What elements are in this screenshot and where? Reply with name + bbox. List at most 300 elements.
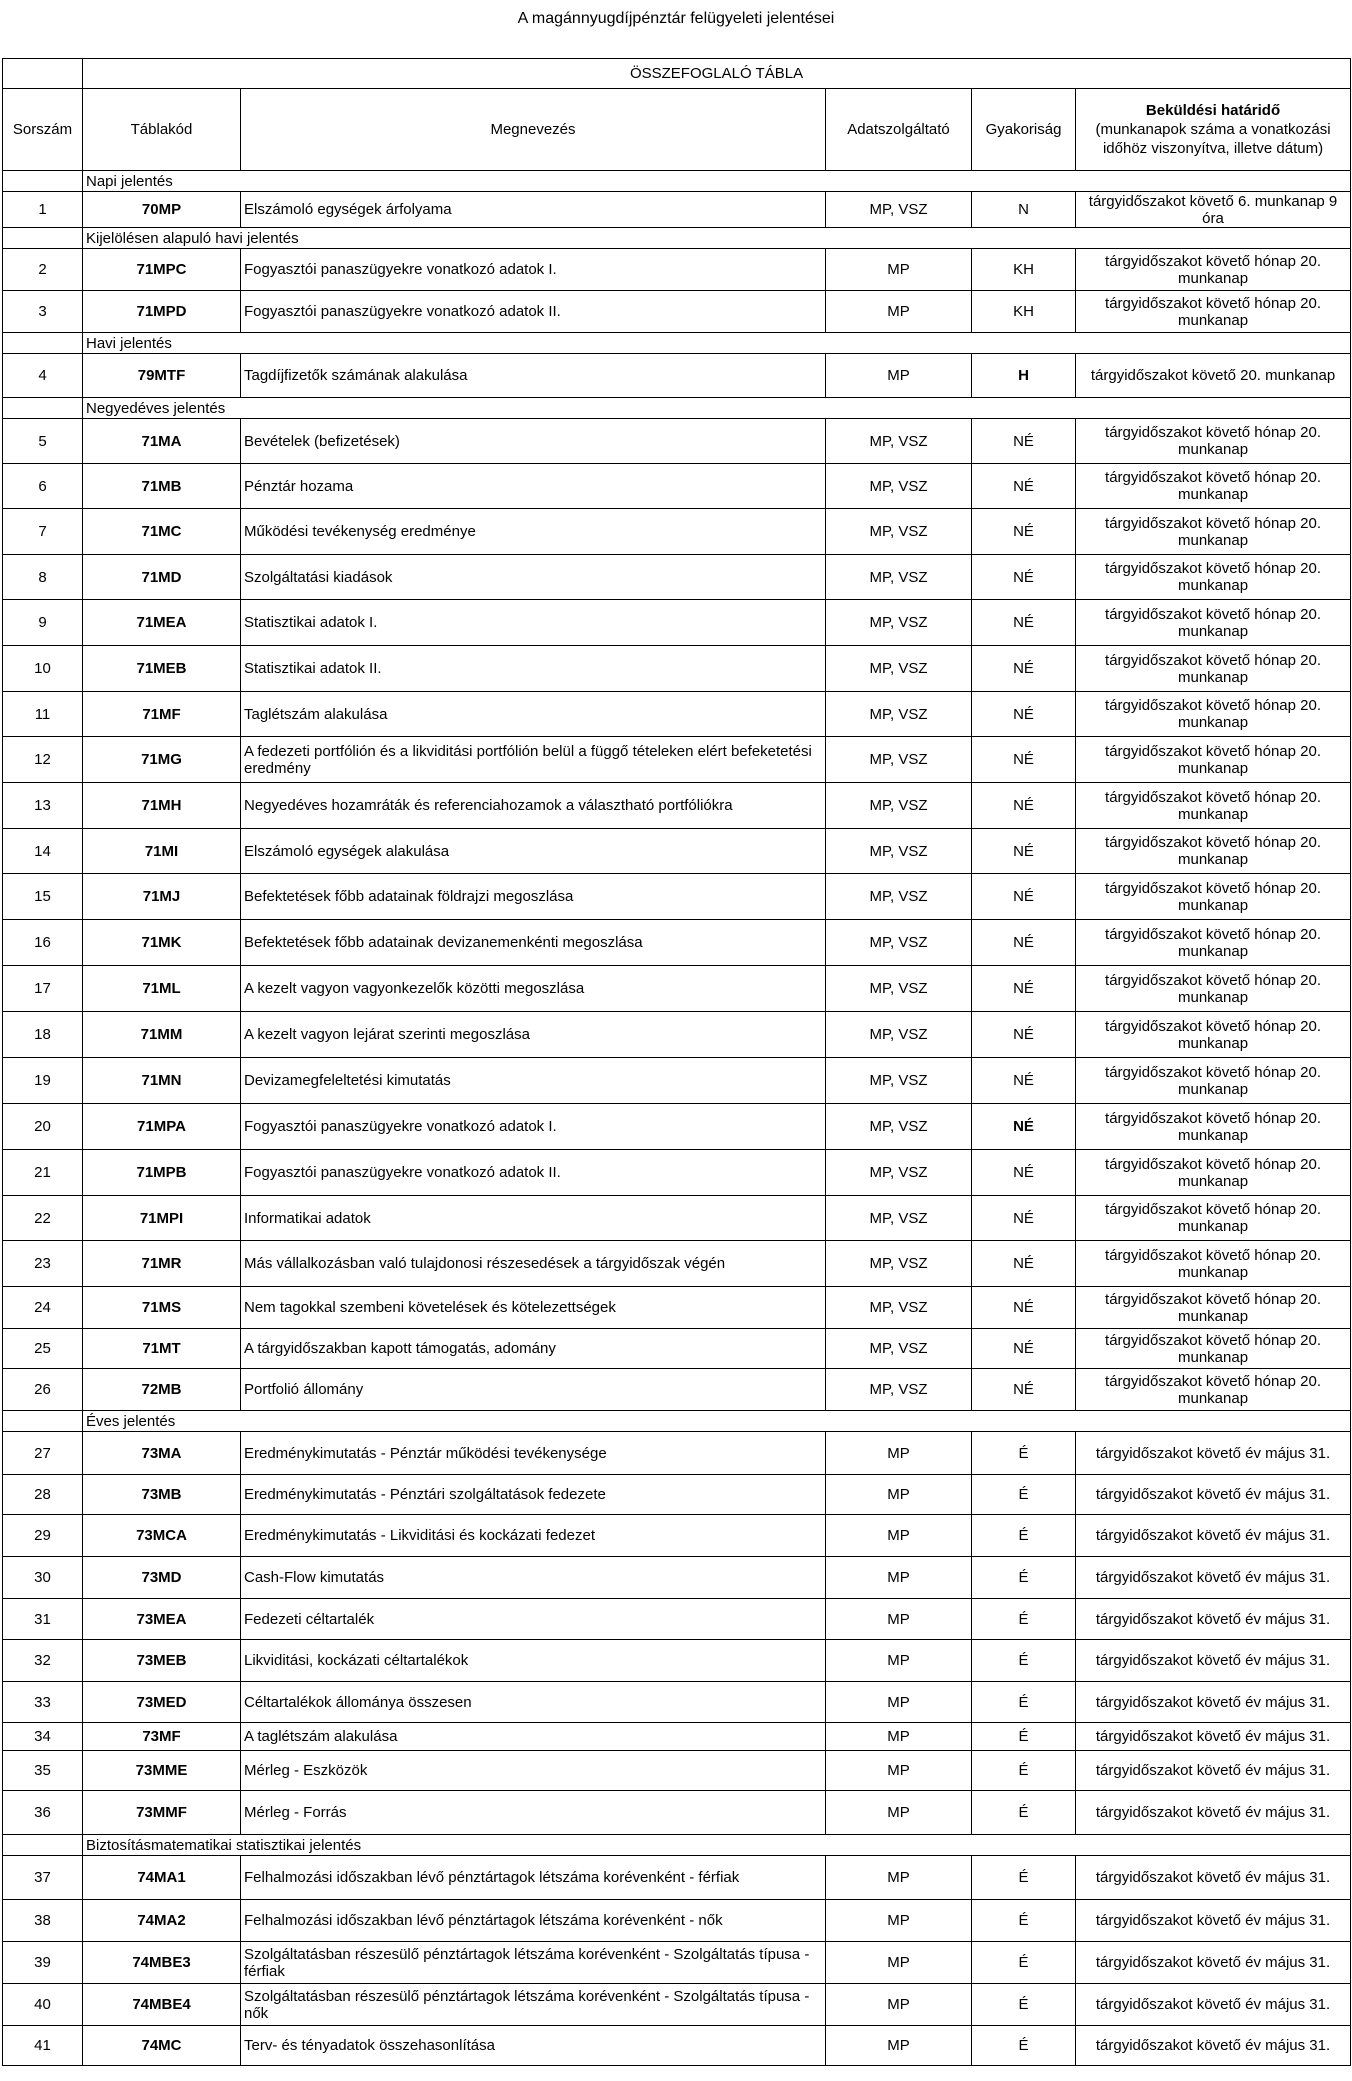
row-deadline: tárgyidőszakot követő év május 31. [1076, 1791, 1351, 1835]
row-number: 15 [3, 874, 83, 920]
row-provider: MP, VSZ [826, 783, 972, 829]
row-deadline: tárgyidőszakot követő hónap 20. munkanap [1076, 464, 1351, 509]
row-name: Portfolió állomány [241, 1369, 826, 1411]
table-row [3, 920, 1351, 966]
row-number: 14 [3, 829, 83, 874]
table-row [3, 1058, 1351, 1104]
row-frequency: NÉ [972, 600, 1076, 646]
row-provider: MP, VSZ [826, 829, 972, 874]
row-deadline: tárgyidőszakot követő hónap 20. munkanap [1076, 920, 1351, 966]
section-label: Éves jelentés [83, 1411, 1351, 1432]
section-empty-cell [3, 398, 83, 419]
table-row [3, 1942, 1351, 1984]
row-provider: MP, VSZ [826, 737, 972, 783]
row-provider: MP, VSZ [826, 192, 972, 228]
header-bekuldesi-title: Beküldési határidő [1145, 102, 1281, 119]
row-frequency: É [972, 1791, 1076, 1835]
row-name: Bevételek (befizetések) [241, 419, 826, 464]
table-row [3, 874, 1351, 920]
row-code: 73MB [83, 1475, 241, 1515]
row-deadline: tárgyidőszakot követő hónap 20. munkanap [1076, 600, 1351, 646]
row-provider: MP [826, 1791, 972, 1835]
table-row [3, 1104, 1351, 1150]
corner-cell [3, 59, 83, 89]
row-number: 31 [3, 1599, 83, 1640]
row-frequency: É [972, 1723, 1076, 1751]
row-name: Működési tevékenység eredménye [241, 509, 826, 555]
row-frequency: NÉ [972, 829, 1076, 874]
section-empty-cell [3, 1835, 83, 1856]
row-code: 73MMF [83, 1791, 241, 1835]
table-row [3, 1856, 1351, 1900]
row-deadline: tárgyidőszakot követő év május 31. [1076, 2026, 1351, 2066]
row-code: 71MR [83, 1241, 241, 1287]
row-frequency: NÉ [972, 1241, 1076, 1287]
row-name: Fogyasztói panaszügyekre vonatkozó adatok I. [241, 249, 826, 291]
row-name: Devizamegfeleltetési kimutatás [241, 1058, 826, 1104]
row-name: Elszámoló egységek alakulása [241, 829, 826, 874]
section-row [3, 1835, 1351, 1856]
row-deadline: tárgyidőszakot követő hónap 20. munkanap [1076, 1329, 1351, 1369]
row-provider: MP, VSZ [826, 1241, 972, 1287]
row-number: 8 [3, 555, 83, 600]
row-name: Fogyasztói panaszügyekre vonatkozó adatok II. [241, 1150, 826, 1196]
row-frequency: NÉ [972, 692, 1076, 737]
row-deadline: tárgyidőszakot követő év május 31. [1076, 1515, 1351, 1557]
row-code: 71MA [83, 419, 241, 464]
row-frequency: NÉ [972, 1150, 1076, 1196]
row-code: 71MK [83, 920, 241, 966]
row-provider: MP, VSZ [826, 646, 972, 692]
row-number: 11 [3, 692, 83, 737]
row-number: 35 [3, 1751, 83, 1791]
row-frequency: KH [972, 291, 1076, 333]
table-row [3, 646, 1351, 692]
row-provider: MP [826, 1682, 972, 1723]
row-deadline: tárgyidőszakot követő év május 31. [1076, 1900, 1351, 1942]
section-empty-cell [3, 1411, 83, 1432]
row-code: 71MPI [83, 1196, 241, 1241]
row-provider: MP [826, 1751, 972, 1791]
row-frequency: NÉ [972, 1058, 1076, 1104]
row-name: Nem tagokkal szembeni követelések és kötelezettségek [241, 1287, 826, 1329]
row-provider: MP [826, 354, 972, 398]
section-row [3, 228, 1351, 249]
table-row [3, 1984, 1351, 2026]
row-name: Fogyasztói panaszügyekre vonatkozó adatok II. [241, 291, 826, 333]
row-deadline: tárgyidőszakot követő 6. munkanap 9 óra [1076, 192, 1351, 228]
row-name: Pénztár hozama [241, 464, 826, 509]
table-row [3, 692, 1351, 737]
row-deadline: tárgyidőszakot követő hónap 20. munkanap [1076, 1369, 1351, 1411]
row-provider: MP, VSZ [826, 1012, 972, 1058]
row-code: 74MBE3 [83, 1942, 241, 1984]
row-number: 7 [3, 509, 83, 555]
row-frequency: NÉ [972, 737, 1076, 783]
row-name: Mérleg - Eszközök [241, 1751, 826, 1791]
row-frequency: É [972, 1942, 1076, 1984]
row-deadline: tárgyidőszakot követő hónap 20. munkanap [1076, 1150, 1351, 1196]
row-frequency: É [972, 1599, 1076, 1640]
table-row [3, 464, 1351, 509]
row-number: 1 [3, 192, 83, 228]
row-deadline: tárgyidőszakot követő hónap 20. munkanap [1076, 1104, 1351, 1150]
row-deadline: tárgyidőszakot követő év május 31. [1076, 1432, 1351, 1475]
table-row [3, 1432, 1351, 1475]
row-frequency: É [972, 1640, 1076, 1682]
row-name: A kezelt vagyon vagyonkezelők közötti megoszlása [241, 966, 826, 1012]
row-frequency: NÉ [972, 555, 1076, 600]
row-name: Befektetések főbb adatainak földrajzi megoszlása [241, 874, 826, 920]
row-code: 71MPC [83, 249, 241, 291]
row-deadline: tárgyidőszakot követő hónap 20. munkanap [1076, 1058, 1351, 1104]
row-deadline: tárgyidőszakot követő év május 31. [1076, 1984, 1351, 2026]
row-deadline: tárgyidőszakot követő hónap 20. munkanap [1076, 692, 1351, 737]
row-provider: MP, VSZ [826, 1369, 972, 1411]
row-deadline: tárgyidőszakot követő hónap 20. munkanap [1076, 646, 1351, 692]
row-provider: MP, VSZ [826, 1150, 972, 1196]
table-row [3, 1012, 1351, 1058]
header-gyakorisag: Gyakoriság [972, 89, 1076, 171]
row-number: 5 [3, 419, 83, 464]
row-name: Taglétszám alakulása [241, 692, 826, 737]
row-provider: MP, VSZ [826, 1104, 972, 1150]
row-name: Mérleg - Forrás [241, 1791, 826, 1835]
row-number: 25 [3, 1329, 83, 1369]
row-frequency: NÉ [972, 966, 1076, 1012]
row-deadline: tárgyidőszakot követő év május 31. [1076, 1475, 1351, 1515]
table-row [3, 1723, 1351, 1751]
section-label: Kijelölésen alapuló havi jelentés [83, 228, 1351, 249]
row-name: Felhalmozási időszakban lévő pénztártagok létszáma korévenként - nők [241, 1900, 826, 1942]
header-tablakod: Táblakód [83, 89, 241, 171]
row-deadline: tárgyidőszakot követő év május 31. [1076, 1942, 1351, 1984]
row-frequency: H [972, 354, 1076, 398]
row-provider: MP [826, 1856, 972, 1900]
table-row [3, 2026, 1351, 2066]
row-code: 71MPA [83, 1104, 241, 1150]
row-code: 71MF [83, 692, 241, 737]
table-row [3, 509, 1351, 555]
row-provider: MP, VSZ [826, 1196, 972, 1241]
row-provider: MP, VSZ [826, 1058, 972, 1104]
row-frequency: NÉ [972, 1329, 1076, 1369]
row-frequency: NÉ [972, 646, 1076, 692]
row-code: 73MME [83, 1751, 241, 1791]
row-deadline: tárgyidőszakot követő hónap 20. munkanap [1076, 555, 1351, 600]
table-row [3, 966, 1351, 1012]
header-row [3, 89, 1351, 171]
row-deadline: tárgyidőszakot követő hónap 20. munkanap [1076, 1196, 1351, 1241]
row-provider: MP [826, 1557, 972, 1599]
row-provider: MP [826, 2026, 972, 2066]
table-row [3, 1196, 1351, 1241]
row-name: Szolgáltatásban részesülő pénztártagok létszáma korévenként - Szolgáltatás típusa - férfiak [241, 1942, 826, 1984]
row-provider: MP, VSZ [826, 509, 972, 555]
row-frequency: É [972, 1984, 1076, 2026]
row-deadline: tárgyidőszakot követő év május 31. [1076, 1640, 1351, 1682]
table-row [3, 1791, 1351, 1835]
row-code: 72MB [83, 1369, 241, 1411]
section-label: Havi jelentés [83, 333, 1351, 354]
row-deadline: tárgyidőszakot követő hónap 20. munkanap [1076, 874, 1351, 920]
row-deadline: tárgyidőszakot követő hónap 20. munkanap [1076, 419, 1351, 464]
row-provider: MP, VSZ [826, 692, 972, 737]
row-number: 22 [3, 1196, 83, 1241]
row-provider: MP, VSZ [826, 1329, 972, 1369]
row-provider: MP [826, 249, 972, 291]
row-code: 73MF [83, 1723, 241, 1751]
row-code: 71MC [83, 509, 241, 555]
row-provider: MP [826, 1723, 972, 1751]
row-number: 36 [3, 1791, 83, 1835]
table-row [3, 354, 1351, 398]
row-name: Tagdíjfizetők számának alakulása [241, 354, 826, 398]
row-number: 21 [3, 1150, 83, 1196]
section-row [3, 1411, 1351, 1432]
row-code: 71MG [83, 737, 241, 783]
row-number: 16 [3, 920, 83, 966]
row-provider: MP [826, 1599, 972, 1640]
row-frequency: NÉ [972, 920, 1076, 966]
table-row [3, 1369, 1351, 1411]
row-number: 30 [3, 1557, 83, 1599]
row-code: 71MB [83, 464, 241, 509]
row-provider: MP, VSZ [826, 966, 972, 1012]
table-row [3, 555, 1351, 600]
row-number: 17 [3, 966, 83, 1012]
row-code: 71MI [83, 829, 241, 874]
row-code: 71MT [83, 1329, 241, 1369]
row-number: 29 [3, 1515, 83, 1557]
row-provider: MP, VSZ [826, 464, 972, 509]
row-deadline: tárgyidőszakot követő hónap 20. munkanap [1076, 1012, 1351, 1058]
row-frequency: NÉ [972, 1012, 1076, 1058]
row-name: Fedezeti céltartalék [241, 1599, 826, 1640]
table-row [3, 829, 1351, 874]
table-row [3, 783, 1351, 829]
row-frequency: É [972, 1682, 1076, 1723]
table-row [3, 1329, 1351, 1369]
row-number: 3 [3, 291, 83, 333]
row-deadline: tárgyidőszakot követő év május 31. [1076, 1599, 1351, 1640]
row-code: 74MBE4 [83, 1984, 241, 2026]
section-empty-cell [3, 171, 83, 192]
row-frequency: NÉ [972, 874, 1076, 920]
row-deadline: tárgyidőszakot követő hónap 20. munkanap [1076, 966, 1351, 1012]
row-code: 73MA [83, 1432, 241, 1475]
row-number: 13 [3, 783, 83, 829]
row-provider: MP, VSZ [826, 1287, 972, 1329]
row-name: Szolgáltatásban részesülő pénztártagok létszáma korévenként - Szolgáltatás típusa - nők [241, 1984, 826, 2026]
row-deadline: tárgyidőszakot követő hónap 20. munkanap [1076, 249, 1351, 291]
row-name: Befektetések főbb adatainak devizanemenkénti megoszlása [241, 920, 826, 966]
header-sorszam: Sorszám [3, 89, 83, 171]
row-frequency: NÉ [972, 419, 1076, 464]
row-code: 73MCA [83, 1515, 241, 1557]
row-number: 9 [3, 600, 83, 646]
section-label: Biztosításmatematikai statisztikai jelentés [83, 1835, 1351, 1856]
table-row [3, 192, 1351, 228]
row-number: 39 [3, 1942, 83, 1984]
row-name: Fogyasztói panaszügyekre vonatkozó adatok I. [241, 1104, 826, 1150]
row-deadline: tárgyidőszakot követő év május 31. [1076, 1682, 1351, 1723]
row-provider: MP [826, 1432, 972, 1475]
row-provider: MP, VSZ [826, 600, 972, 646]
header-bekuldesi [1076, 89, 1351, 171]
summary-table [2, 58, 1351, 2066]
row-frequency: NÉ [972, 1287, 1076, 1329]
row-frequency: N [972, 192, 1076, 228]
table-row [3, 1557, 1351, 1599]
table-row [3, 1150, 1351, 1196]
row-provider: MP, VSZ [826, 555, 972, 600]
row-deadline: tárgyidőszakot követő hónap 20. munkanap [1076, 783, 1351, 829]
row-code: 74MA2 [83, 1900, 241, 1942]
row-provider: MP [826, 1900, 972, 1942]
row-frequency: É [972, 1751, 1076, 1791]
table-row [3, 1475, 1351, 1515]
row-code: 70MP [83, 192, 241, 228]
row-name: Eredménykimutatás - Pénztár működési tevékenysége [241, 1432, 826, 1475]
table-row [3, 600, 1351, 646]
row-provider: MP [826, 291, 972, 333]
row-number: 2 [3, 249, 83, 291]
row-code: 71MN [83, 1058, 241, 1104]
section-empty-cell [3, 333, 83, 354]
row-code: 71MD [83, 555, 241, 600]
row-number: 37 [3, 1856, 83, 1900]
row-name: A taglétszám alakulása [241, 1723, 826, 1751]
row-provider: MP, VSZ [826, 874, 972, 920]
row-provider: MP [826, 1640, 972, 1682]
row-frequency: NÉ [972, 1369, 1076, 1411]
row-code: 71ML [83, 966, 241, 1012]
row-number: 24 [3, 1287, 83, 1329]
row-number: 34 [3, 1723, 83, 1751]
row-code: 71MS [83, 1287, 241, 1329]
row-deadline: tárgyidőszakot követő hónap 20. munkanap [1076, 1287, 1351, 1329]
row-name: Eredménykimutatás - Pénztári szolgáltatások fedezete [241, 1475, 826, 1515]
table-row [3, 1287, 1351, 1329]
row-number: 40 [3, 1984, 83, 2026]
row-deadline: tárgyidőszakot követő hónap 20. munkanap [1076, 509, 1351, 555]
row-deadline: tárgyidőszakot követő hónap 20. munkanap [1076, 1241, 1351, 1287]
row-code: 79MTF [83, 354, 241, 398]
table-row [3, 249, 1351, 291]
table-row [3, 737, 1351, 783]
row-number: 18 [3, 1012, 83, 1058]
row-name: Szolgáltatási kiadások [241, 555, 826, 600]
row-code: 73MEB [83, 1640, 241, 1682]
row-number: 10 [3, 646, 83, 692]
row-name: A kezelt vagyon lejárat szerinti megoszlása [241, 1012, 826, 1058]
table-title: ÖSSZEFOGLALÓ TÁBLA [83, 59, 1351, 89]
header-bekuldesi-sub: (munkanapok száma a vonatkozási időhöz viszonyítva, illetve dátum) [1095, 121, 1331, 157]
section-row [3, 333, 1351, 354]
row-deadline: tárgyidőszakot követő év május 31. [1076, 1723, 1351, 1751]
row-code: 73MD [83, 1557, 241, 1599]
row-name: Statisztikai adatok II. [241, 646, 826, 692]
row-number: 20 [3, 1104, 83, 1150]
row-frequency: É [972, 1432, 1076, 1475]
row-provider: MP [826, 1942, 972, 1984]
row-frequency: É [972, 1475, 1076, 1515]
header-megnevezes: Megnevezés [241, 89, 826, 171]
row-name: Negyedéves hozamráták és referenciahozamok a választható portfóliókra [241, 783, 826, 829]
row-name: Más vállalkozásban való tulajdonosi részesedések a tárgyidőszak végén [241, 1241, 826, 1287]
row-frequency: É [972, 2026, 1076, 2066]
table-row [3, 1515, 1351, 1557]
row-frequency: NÉ [972, 464, 1076, 509]
row-frequency: É [972, 1515, 1076, 1557]
row-name: Terv- és tényadatok összehasonlítása [241, 2026, 826, 2066]
row-name: Elszámoló egységek árfolyama [241, 192, 826, 228]
row-deadline: tárgyidőszakot követő hónap 20. munkanap [1076, 737, 1351, 783]
row-number: 6 [3, 464, 83, 509]
row-number: 23 [3, 1241, 83, 1287]
row-code: 74MC [83, 2026, 241, 2066]
section-row [3, 171, 1351, 192]
row-name: Eredménykimutatás - Likviditási és kockázati fedezet [241, 1515, 826, 1557]
row-number: 26 [3, 1369, 83, 1411]
row-frequency: É [972, 1900, 1076, 1942]
row-frequency: KH [972, 249, 1076, 291]
row-number: 33 [3, 1682, 83, 1723]
row-deadline: tárgyidőszakot követő év május 31. [1076, 1557, 1351, 1599]
row-frequency: NÉ [972, 1104, 1076, 1150]
row-number: 19 [3, 1058, 83, 1104]
row-code: 71MH [83, 783, 241, 829]
row-number: 4 [3, 354, 83, 398]
row-code: 74MA1 [83, 1856, 241, 1900]
row-frequency: NÉ [972, 783, 1076, 829]
table-row [3, 1599, 1351, 1640]
table-row [3, 1640, 1351, 1682]
row-code: 71MJ [83, 874, 241, 920]
row-name: Felhalmozási időszakban lévő pénztártagok létszáma korévenként - férfiak [241, 1856, 826, 1900]
row-deadline: tárgyidőszakot követő hónap 20. munkanap [1076, 291, 1351, 333]
row-number: 12 [3, 737, 83, 783]
row-number: 38 [3, 1900, 83, 1942]
row-code: 73MED [83, 1682, 241, 1723]
row-number: 32 [3, 1640, 83, 1682]
row-provider: MP, VSZ [826, 419, 972, 464]
row-code: 71MEA [83, 600, 241, 646]
row-code: 71MPD [83, 291, 241, 333]
row-number: 27 [3, 1432, 83, 1475]
table-row [3, 1682, 1351, 1723]
row-provider: MP [826, 1984, 972, 2026]
row-provider: MP [826, 1475, 972, 1515]
row-name: Likviditási, kockázati céltartalékok [241, 1640, 826, 1682]
table-row [3, 1900, 1351, 1942]
section-label: Negyedéves jelentés [83, 398, 1351, 419]
row-name: Statisztikai adatok I. [241, 600, 826, 646]
row-name: A tárgyidőszakban kapott támogatás, adomány [241, 1329, 826, 1369]
section-label: Napi jelentés [83, 171, 1351, 192]
table-row [3, 1241, 1351, 1287]
row-name: Informatikai adatok [241, 1196, 826, 1241]
row-deadline: tárgyidőszakot követő év május 31. [1076, 1751, 1351, 1791]
row-deadline: tárgyidőszakot követő 20. munkanap [1076, 354, 1351, 398]
row-number: 28 [3, 1475, 83, 1515]
section-row [3, 398, 1351, 419]
table-title-row [3, 59, 1351, 89]
table-row [3, 291, 1351, 333]
header-adatszolgaltato: Adatszolgáltató [826, 89, 972, 171]
row-frequency: NÉ [972, 509, 1076, 555]
